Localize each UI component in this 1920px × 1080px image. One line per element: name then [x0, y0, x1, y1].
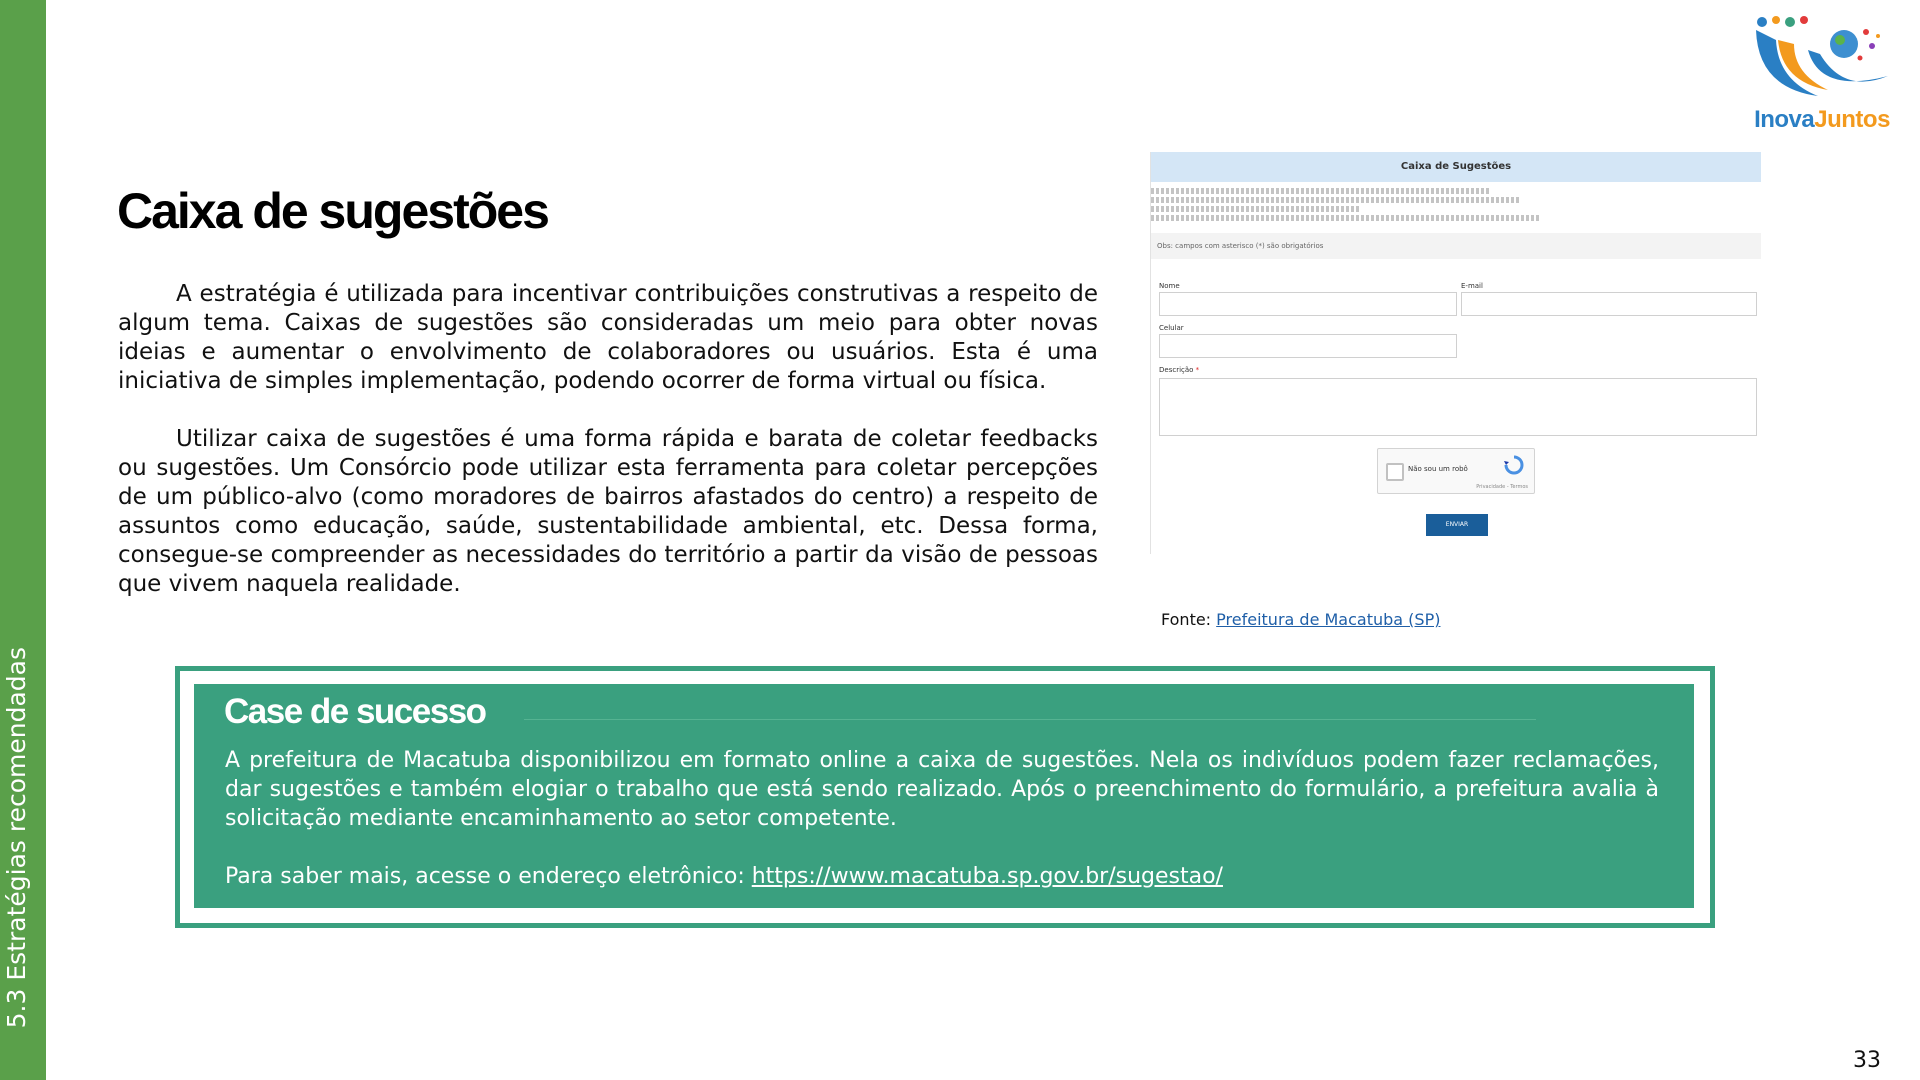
sidebar-section-label: [4, 0, 42, 1080]
form-description-textarea: [1159, 378, 1757, 436]
body-text: [118, 280, 1098, 628]
case-url-link[interactable]: https://www.macatuba.sp.gov.br/sugestao/: [751, 864, 1223, 889]
recaptcha-checkbox: [1386, 463, 1404, 481]
source-label: Fonte:: [1161, 610, 1212, 629]
logo-wordmark: [1748, 106, 1896, 134]
inova-juntos-logo: [1748, 10, 1896, 136]
case-title-divider: [524, 719, 1536, 720]
case-box: [194, 684, 1694, 908]
body-paragraph-1: A estratégia é utilizada para incentivar contribuições construtivas a respeito de algum tema. Caixas de sugestões são consideradas um meio para obter novas ideias e aumentar o envolvimento de colaboradores ou usuários. Esta é uma iniciativa de simples implementação, podendo ocorrer de forma virtual ou física.: [118, 281, 1098, 394]
recaptcha-label: Não sou um robô: [1408, 465, 1468, 473]
case-title: Case de sucesso: [224, 692, 486, 731]
sidebar-section-text: 5.3 Estratégias recomendadas: [2, 646, 31, 1028]
body-paragraph-2: Utilizar caixa de sugestões é uma forma rápida e barata de coletar feedbacks ou sugestões. Um Consórcio pode utilizar esta ferramenta para coletar percepções de um público-alvo (como moradores de bairros afastados do centro) a respeito de assuntos como educação, saúde, sustentabilidade ambiental, etc. Dessa forma, consegue-se compreender as necessidades do território a partir da visão de pessoas que vivem naquela realidade.: [118, 426, 1098, 597]
form-phone-label: Celular: [1159, 324, 1184, 332]
form-screenshot: [1150, 152, 1761, 554]
form-screenshot-header: Caixa de Sugestões: [1151, 152, 1761, 182]
form-required-note: Obs: campos com asterisco (*) são obrigatórios: [1151, 233, 1761, 259]
form-screenshot-description: [1151, 182, 1761, 221]
form-name-input: [1159, 292, 1457, 316]
form-phone-input: [1159, 334, 1457, 358]
recaptcha-icon: [1504, 455, 1524, 475]
logo-wordmark-part2: Juntos: [1814, 106, 1890, 133]
logo-graphic-icon: [1748, 10, 1896, 110]
case-text: [225, 746, 1659, 891]
case-more-label: Para saber mais, acesse o endereço eletrônico:: [225, 864, 752, 889]
form-description-label: Descrição *: [1159, 366, 1200, 374]
case-paragraph: A prefeitura de Macatuba disponibilizou em formato online a caixa de sugestões. Nela os indivíduos podem fazer reclamações, dar sugestões e também elogiar o trabalho que está sendo realizado. Após o preenchimento do formulário, a prefeitura avalia à solicitação mediante encaminhamento ao setor competente.: [225, 748, 1659, 831]
page-title: Caixa de sugestões: [117, 183, 548, 239]
logo-wordmark-part1: Inova: [1754, 106, 1815, 133]
source-caption: [1161, 610, 1440, 629]
page-number: 33: [1853, 1048, 1881, 1073]
recaptcha-footer: Privacidade - Termos: [1476, 484, 1528, 490]
form-submit-button: ENVIAR: [1426, 514, 1488, 536]
recaptcha-widget: [1377, 448, 1535, 494]
case-more-info: [225, 862, 1659, 891]
form-email-input: [1461, 292, 1757, 316]
form-name-label: Nome: [1159, 282, 1180, 290]
form-email-label: E-mail: [1461, 282, 1483, 290]
source-link[interactable]: Prefeitura de Macatuba (SP): [1216, 610, 1441, 629]
